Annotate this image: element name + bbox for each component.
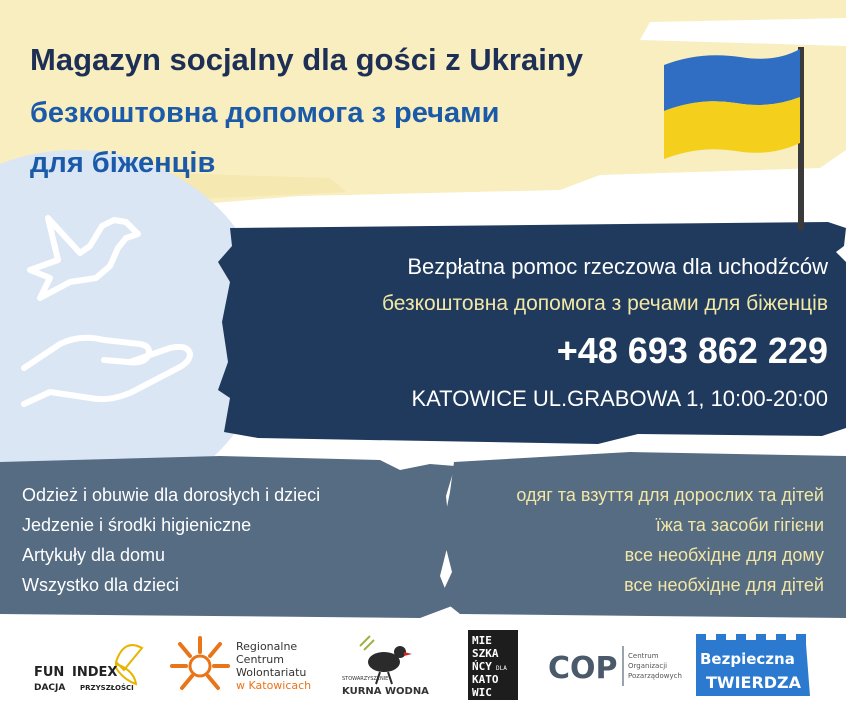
logo-fundacja-przyszlosci [32, 630, 150, 700]
fundacja-text-b: INDEX [72, 665, 118, 680]
cop-text-2: Organizacji [628, 662, 668, 670]
rcw-text-3: Wolontariatu [236, 666, 307, 679]
page-title-ua-line2: для біженців [30, 147, 216, 179]
miesz-text-5: WIC [472, 686, 492, 699]
logo-bezpieczna-twierdza [692, 630, 814, 700]
address-hours: KATOWICE UL.GRABOWA 1, 10:00-20:00 [411, 386, 828, 411]
miesz-text-3: ŃCY [472, 660, 492, 673]
list-item: Jedzenie i środki higieniczne [22, 515, 252, 535]
list-item: їжа та засоби гігієни [655, 515, 824, 535]
miesz-dla: DLA [496, 665, 507, 672]
page-title-pl: Magazyn socjalny dla gości z Ukrainy [30, 42, 584, 77]
list-item: Artykuły dla domu [22, 545, 166, 565]
open-hand-icon [20, 318, 195, 408]
fundacja-text-c: DACJA [34, 683, 66, 693]
list-item: одяг та взуття для дорослих та дітей [516, 485, 824, 505]
bt-text-2: TWIERDZA [706, 673, 802, 692]
bt-text-1: Bezpieczna [700, 650, 795, 668]
miesz-text-1: MIE [472, 634, 492, 647]
phone-number[interactable]: +48 693 862 229 [556, 330, 828, 371]
cop-text-1: Centrum [628, 652, 659, 660]
list-item: все необхідне для дітей [624, 575, 824, 595]
help-heading-pl: Bezpłatna pomoc rzeczowa dla uchodźców [407, 254, 828, 279]
logo-cop [546, 630, 682, 700]
fundacja-text-a: FUN [34, 665, 65, 680]
rcw-text-2: Centrum [236, 653, 284, 666]
rcw-text-4: w Katowicach [236, 679, 312, 692]
kurna-text-1: STOWARZYSZENIE [342, 676, 389, 682]
kurna-text-2: KURNA WODNA [342, 686, 429, 697]
items-list-pl [22, 483, 320, 603]
list-item: Odzież i obuwie dla dorosłych i dzieci [22, 485, 321, 505]
rcw-text-1: Regionalne [236, 640, 298, 653]
items-list-ua [516, 483, 824, 603]
list-item: Wszystko dla dzieci [22, 575, 180, 595]
logo-kurna-wodna [340, 630, 429, 700]
cop-text: COP [548, 651, 618, 686]
logo-rcw-katowice [170, 630, 320, 700]
page-title-ua-line1: безкоштовна допомога з речами [30, 97, 500, 129]
ukraine-flag-icon [660, 45, 810, 230]
dove-icon [18, 208, 148, 308]
list-item: все необхідне для дому [624, 545, 824, 565]
miesz-text-2: SZKA [472, 647, 499, 660]
miesz-text-4: KATO [472, 673, 499, 686]
logo-mieszkancy-dla-katowic [468, 630, 518, 700]
fundacja-text-d: PRZYSZŁOŚCI [80, 684, 134, 692]
cop-text-3: Pozarządowych [628, 672, 682, 680]
help-heading-ua: безкоштовна допомога з речами для біженців [381, 292, 828, 315]
